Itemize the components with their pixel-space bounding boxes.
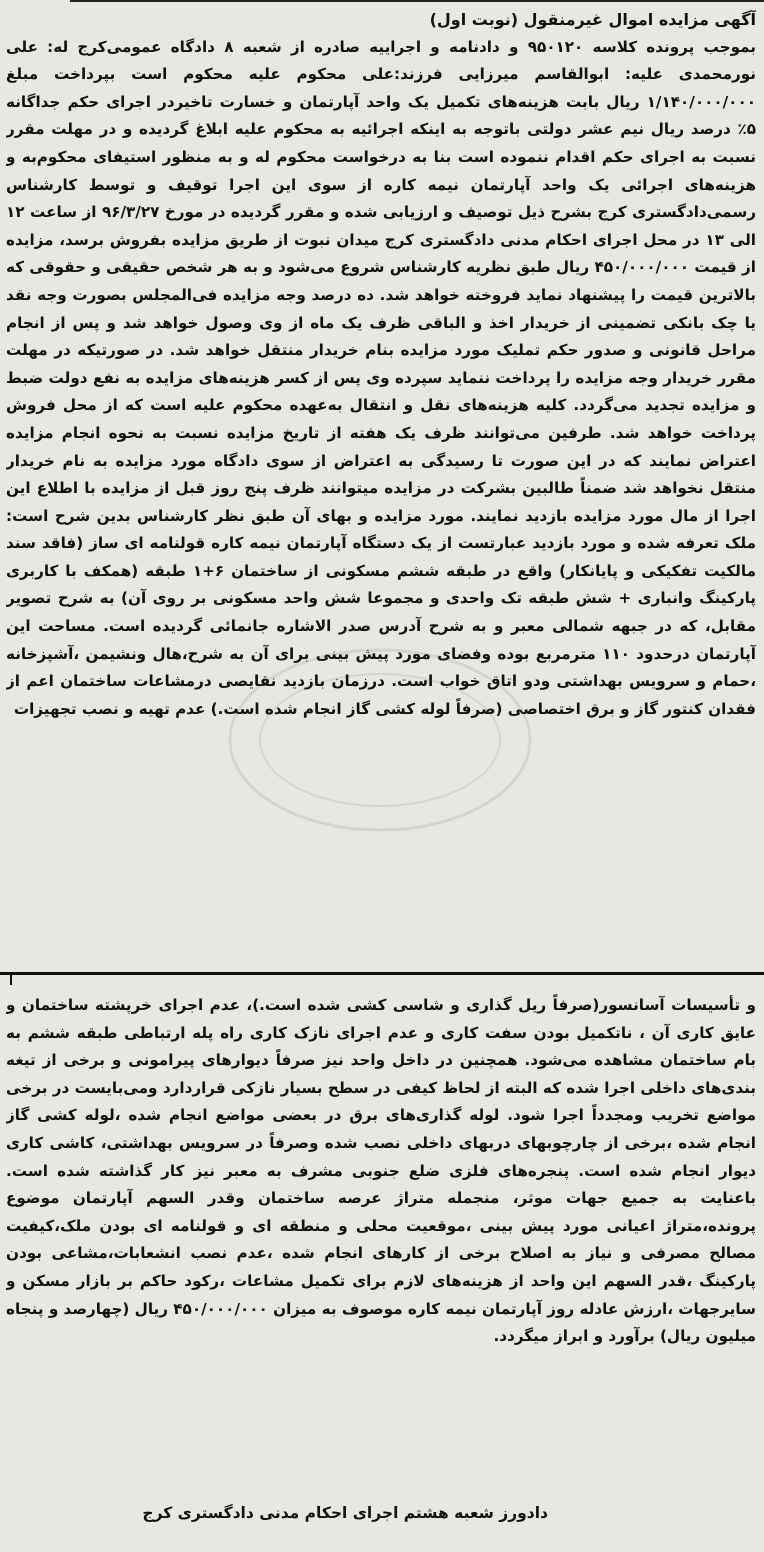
notice-title: آگهی مزایده اموال غیرمنقول (نوبت اول) bbox=[429, 10, 756, 29]
notice-body-upper: بموجب پرونده کلاسه ۹۵۰۱۲۰ و دادنامه و اجراییه صادره از شعبه ۸ دادگاه عمومی‌کرج له: علی نورمحمدی علیه: ابوالقاسم میرزایی فرزند:علی محکوم علیه محکوم است بپرداخت مبلغ ۱/۱۴۰/۰۰۰/۰۰۰ ریال بابت هزینه‌های تکمیل یک واحد آپارتمان و خسارت تاخیردر اجرای حکم جداگانه ۵٪ درصد ریال نیم عشر دولتی باتوجه به اینکه اجرائیه به محکوم علیه ابلاغ گردیده و در مهلت مقرر نسبت به اجرای حکم اقدام ننموده است بنا به درخواست محکوم له و به منظور استیفای محکوم‌به و هزینه‌های اجرائی یک واحد آپارتمان نیمه کاره از سوی این اجرا توقیف و توسط کارشناس رسمی‌دادگستری کرج بشرح ذیل توصیف و ارزیابی شده و مقرر گردیده در مورخ ۹۶/۳/۲۷ از ساعت ۱۲ الی ۱۳ در محل اجرای احکام مدنی دادگستری کرج میدان نبوت از طریق مزایده بفروش برسد، مزایده از قیمت ۴۵۰/۰۰۰/۰۰۰ ریال طبق نظریه کارشناس شروع می‌شود و به هر شخص حقیقی و حقوقی که بالاترین قیمت را پیشنهاد نماید فروخته خواهد شد. ده درصد وجه مزایده فی‌المجلس بصورت وجه نقد یا چک بانکی تضمینی از خریدار اخذ و الباقی ظرف یک ماه از وی وصول خواهد شد و پس از انجام مراحل قانونی و صدور حکم تملیک مورد مزایده بنام خریدار منتقل خواهد شد. در صورتیکه در مهلت مقرر خریدار وجه مزایده را پرداخت ننماید سپرده وی پس از کسر هزینه‌های مزایده به نفع دولت ضبط و مزایده تجدید می‌گردد. کلیه هزینه‌های نقل و انتقال به‌عهده محکوم علیه است که از محل فروش پرداخت خواهد شد. طرفین می‌توانند ظرف یک هفته از تاریخ مزایده نسبت به نحوه انجام مزایده اعتراض نمایند که در این صورت تا رسیدگی به اعتراض از سوی دادگاه مورد مزایده به نام خریدار منتقل نخواهد شد ضمناً طالبین بشرکت در مزایده میتوانند ظرف پنج روز قبل از مزایده با اطلاع این اجرا از مال مورد مزایده بازدید نمایند. مورد مزایده و بهای آن طبق نظر کارشناس بدین شرح است: ملک تعرفه شده و مورد بازدید عبارتست از یک دستگاه آپارتمان نیمه کاره قولنامه ای ساز (فاقد سند مالکیت تفکیکی و پایانکار) واقع در طبقه ششم مسکونی از ساختمان ۶+۱ طبقه (همکف با کاربری پارکینگ وانباری + شش طبقه تک واحدی و مجموعا شش واحد مسکونی بر روی آن) به شرح تصویر مقابل، که در جبهه شمالی معبر و به شرح آدرس صدر الاشاره جانمائی گردیده است. مساحت این آپارتمان درحدود ۱۱۰ مترمربع بوده وفضای مورد پیش بینی برای آن به شرح،هال ونشیمن ،آشپزخانه ،حمام و سرویس بهداشتی ودو اتاق خواب است. درزمان بازدید نقایصی درمشاعات ساختمان اعم از فقدان کنتور گاز و برق اختصاصی (صرفاً لوله کشی گاز انجام شده است.) عدم تهیه و نصب تجهیزات bbox=[6, 37, 756, 718]
divider-corner bbox=[0, 975, 12, 985]
notice-column-upper bbox=[6, 6, 756, 966]
section-divider bbox=[0, 972, 764, 975]
notice-body-lower: و تأسیسات آسانسور(صرفاً ریل گذاری و شاسی کشی شده است.)، عدم اجرای خرپشته ساختمان و عایق کاری آن ، ناتکمیل بودن سفت کاری و عدم اجرای نازک کاری راه پله ارتباطی طبقه ششم به بام ساختمان مشاهده می‌شود. همچنین در داخل واحد نیز صرفاً دیوارهای پیرامونی و برخی از تیغه بندی‌های داخلی اجرا شده که البته از لحاظ کیفی در سطح بسیار نازکی قراردارد ومی‌بایست در برخی مواضع تخریب ومجدداً اجرا شود. لوله گذاری‌های برق در بعضی مواضع انجام شده ،لوله کشی گاز انجام شده ،برخی از چارچوبهای دربهای داخلی نصب شده وصرفاً در سرویس بهداشتی، کاشی کاری دیوار انجام شده است. پنجره‌های فلزی ضلع جنوبی مشرف به معبر نیز کار گذاشته شده است. باعنایت به جمیع جهات موثر، منجمله متراژ عرصه ساختمان وقدر السهم آپارتمان موضوع پرونده،متراژ اعیانی مورد پیش بینی ،موقعیت محلی و منطقه ای و قولنامه ای بودن ملک،کیفیت مصالح مصرفی و نیاز به اصلاح برخی از کارهای انجام شده ،عدم نصب انشعابات،مشاعی بودن پارکینگ ،قدر السهم این واحد از هزینه‌های لازم برای تکمیل مشاعات ،رکود حاکم بر بازار مسکن و سایرجهات ،ارزش عادله روز آپارتمان نیمه کاره موصوف به میزان ۴۵۰/۰۰۰/۰۰۰ ریال (چهارصد و پنجاه میلیون ریال) برآورد و ابراز میگردد. bbox=[6, 996, 756, 1346]
notice-column-lower bbox=[6, 992, 756, 1502]
notice-signature: دادورز شعبه هشتم اجرای احکام مدنی دادگستری کرج bbox=[142, 1504, 548, 1522]
top-border-line bbox=[70, 0, 764, 2]
